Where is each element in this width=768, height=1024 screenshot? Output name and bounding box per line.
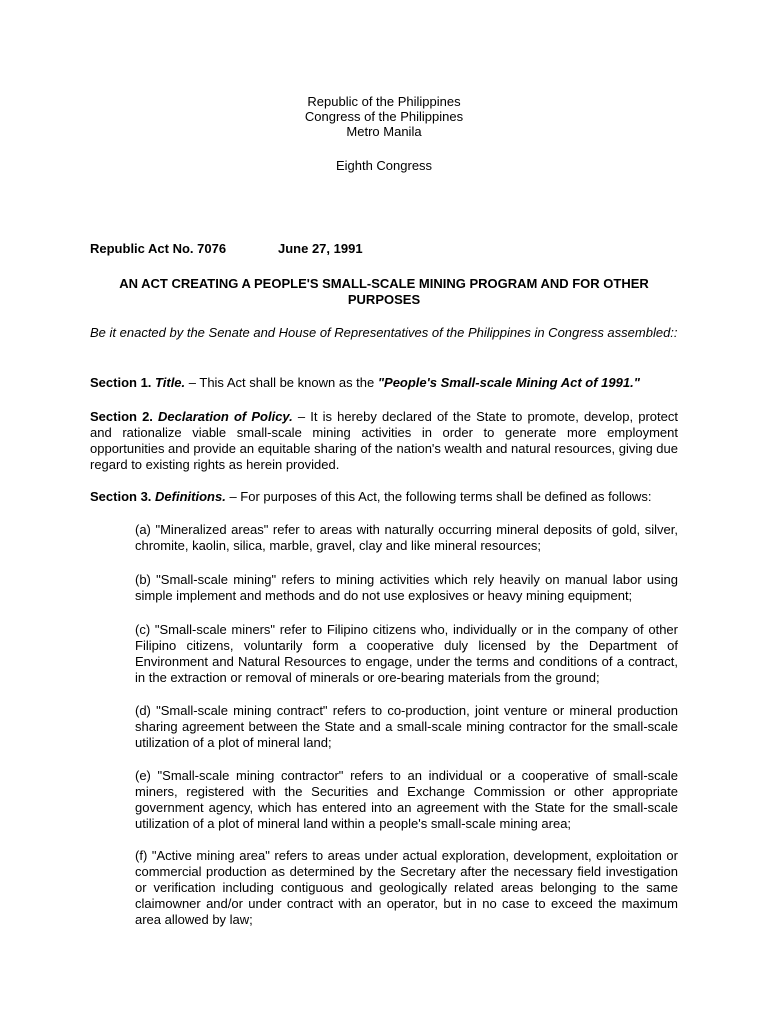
enacting-clause: Be it enacted by the Senate and House of Representatives of the Philippines in Congress assembled:: — [90, 325, 678, 340]
section-1-heading: Title. — [155, 375, 186, 390]
header-republic: Republic of the Philippines — [307, 94, 461, 109]
definition-f: (f) "Active mining area" refers to areas under actual exploration, development, exploitation or commercial production as determined by the Secretary after the necessary field investigation or verification including contiguous and geologically related areas belonging to the same claimowner and/or under contract with an operator, but in no case to exceed the maximum area allowed by law; — [135, 848, 678, 927]
section-1-short-title: "People's Small-scale Mining Act of 1991." — [377, 375, 640, 390]
definition-b: (b) "Small-scale mining" refers to mining activities which rely heavily on manual labor using simple implement and methods and do not use explosives or heavy mining equipment; — [135, 572, 678, 603]
section-3-heading: Definitions. — [155, 489, 226, 504]
section-2-number: Section 2. — [90, 409, 153, 424]
section-2-heading: Declaration of Policy. — [158, 409, 293, 424]
act-identifier-line — [90, 241, 363, 257]
definition-e: (e) "Small-scale mining contractor" refers to an individual or a cooperative of small-scale miners, registered with the Securities and Exchange Commission or other appropriate government agency, which has entered into an agreement with the State for the small-scale utilization of a plot of mineral land within a people's small-scale mining area; — [135, 768, 678, 831]
header-session: Eighth Congress — [335, 158, 433, 173]
section-1-number: Section 1. — [90, 375, 152, 390]
section-3-number: Section 3. — [90, 489, 152, 504]
header-congress: Congress of the Philippines — [304, 109, 464, 124]
act-title: AN ACT CREATING A PEOPLE'S SMALL-SCALE MINING PROGRAM AND FOR OTHER PURPOSES — [119, 276, 649, 307]
section-3 — [90, 489, 678, 505]
section-2 — [90, 409, 678, 473]
section-3-text: – For purposes of this Act, the following terms shall be defined as follows: — [225, 489, 652, 504]
definition-d: (d) "Small-scale mining contract" refers to co-production, joint venture or mineral production sharing agreement between the State and a small-scale mining contractor for the small-scale utilization of a plot of mineral land; — [135, 703, 678, 750]
definition-a: (a) "Mineralized areas" refer to areas with naturally occurring mineral deposits of gold, silver, chromite, kaolin, silica, marble, gravel, clay and like mineral resources; — [135, 522, 678, 553]
section-1 — [90, 375, 678, 391]
section-1-text: – This Act shall be known as the — [185, 375, 378, 390]
section-2-text: – It is hereby declared of the State to promote, develop, protect and rationalize viable small-scale mining activities in order to generate more employment opportunities and provide an equitable sharing of the nation's wealth and natural resources, giving due regard to existing rights as herein provided. — [90, 409, 678, 472]
act-date: June 27, 1991 — [278, 241, 363, 256]
header-location: Metro Manila — [346, 124, 422, 139]
act-number: Republic Act No. 7076 — [90, 241, 227, 256]
definition-c: (c) "Small-scale miners" refer to Filipino citizens who, individually or in the company of other Filipino citizens, voluntarily form a cooperative duly licensed by the Department of Environment and Natural Resources to engage, under the terms and conditions of a contract, in the extraction or removal of minerals or ore-bearing materials from the ground; — [135, 622, 678, 685]
